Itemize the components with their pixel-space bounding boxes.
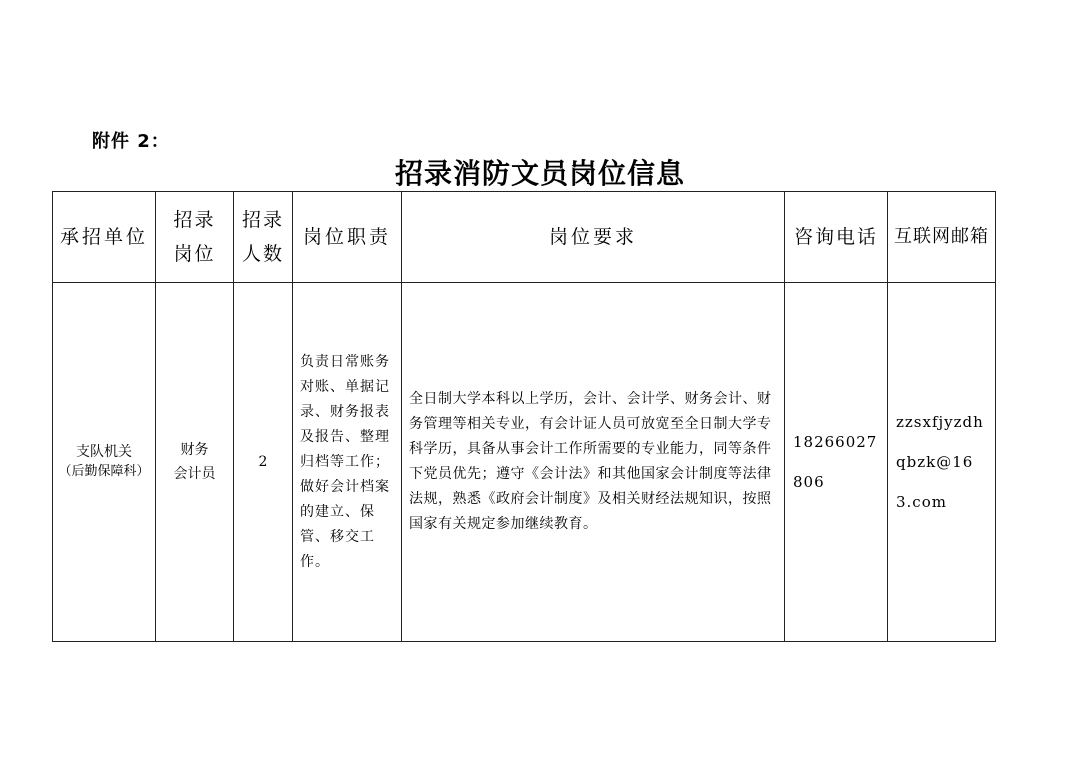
header-post-line2: 岗位 — [173, 243, 216, 265]
header-count-line2: 人数 — [241, 243, 284, 265]
page-title: 招录消防文员岗位信息 — [394, 157, 685, 190]
post-line1: 财务 — [180, 442, 209, 458]
header-phone: 咨询电话 — [785, 192, 888, 283]
table-header-row — [53, 192, 996, 283]
recruitment-table — [52, 191, 996, 642]
header-email: 互联网邮箱 — [888, 192, 996, 283]
header-duties: 岗位职责 — [293, 192, 402, 283]
cell-requirements: 全日制大学本科以上学历，会计、会计学、财务会计、财务管理等相关专业，有会计证人员可放宽至全日制大学专科学历，具备从事会计工作所需要的专业能力，同等条件下党员优先；遵守《会计法》和其他国家会计制度等法律法规，熟悉《政府会计制度》及相关财经法规知识，按照国家有关规定参加继续教育。 — [402, 283, 785, 642]
header-requirements: 岗位要求 — [402, 192, 785, 283]
unit-name: 支队机关 — [76, 444, 132, 460]
header-count-line1: 招录 — [241, 209, 284, 231]
cell-email: zzsxfjyzdhqbzk@163.com — [888, 283, 996, 642]
header-unit: 承招单位 — [53, 192, 156, 283]
header-post-line1: 招录 — [173, 209, 216, 231]
table-row — [53, 283, 996, 642]
cell-count: 2 — [234, 283, 293, 642]
cell-post — [156, 283, 234, 642]
header-post — [156, 192, 234, 283]
post-line2: 会计员 — [173, 466, 216, 482]
unit-department: （后勤保障科） — [58, 464, 150, 479]
header-count — [234, 192, 293, 283]
cell-phone: 18266027806 — [785, 283, 888, 642]
cell-duties: 负责日常账务对账、单据记录、财务报表及报告、整理归档等工作；做好会计档案的建立、保管、移交工作。 — [293, 283, 402, 642]
attachment-label: 附件 2： — [92, 131, 170, 152]
cell-unit — [53, 283, 156, 642]
